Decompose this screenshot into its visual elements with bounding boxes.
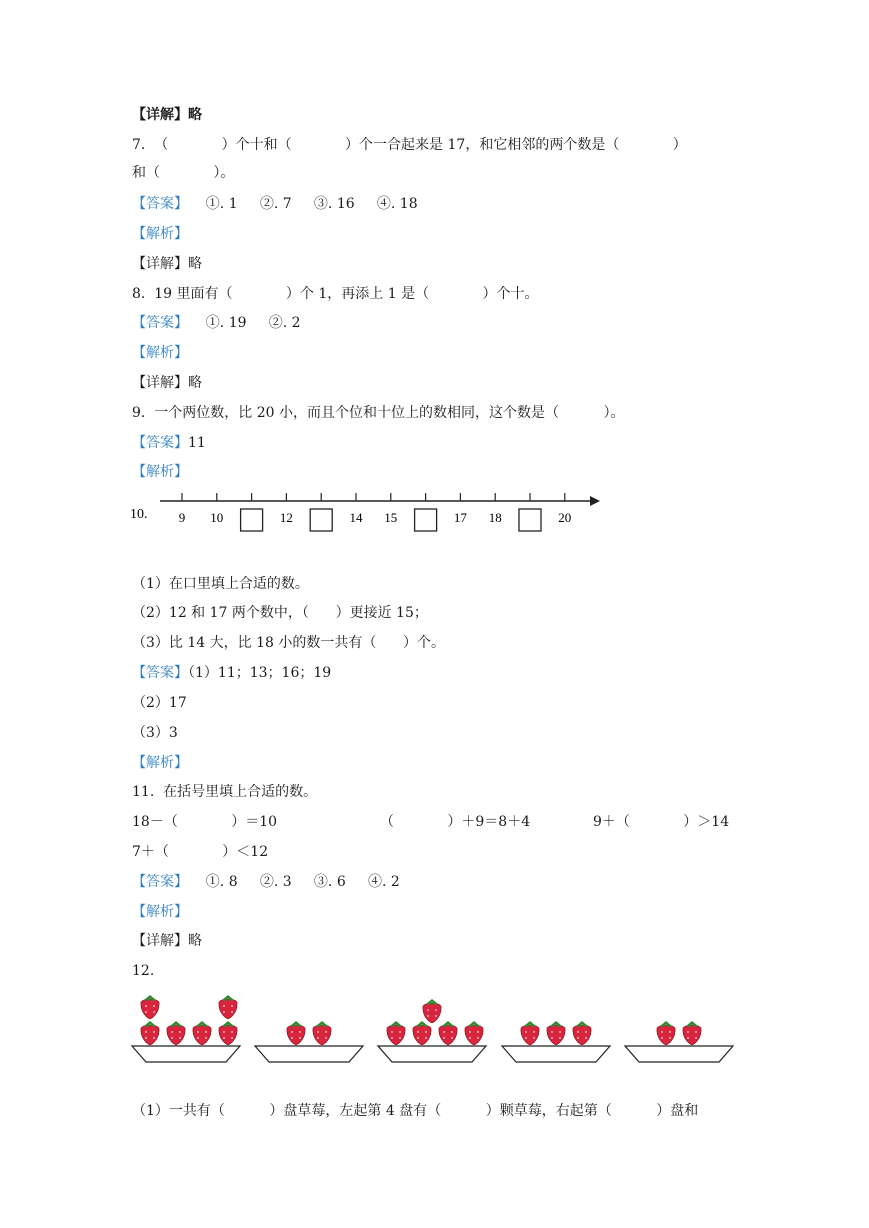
plate bbox=[625, 1046, 733, 1062]
question-9: 9. 一个两位数，比 20 小，而且个位和十位上的数相同，这个数是（ ）。 bbox=[132, 405, 625, 421]
detail-8: 【详解】略 bbox=[132, 375, 202, 391]
answer-10-3: （3）3 bbox=[132, 725, 178, 741]
strawberry-icon bbox=[683, 1021, 701, 1045]
question-7-line1: 7. （ ）个十和（ ）个一合起来是 17，和它相邻的两个数是（ ） bbox=[132, 137, 687, 153]
tick-label: 17 bbox=[453, 510, 467, 525]
strawberry-icon bbox=[219, 1021, 237, 1045]
strawberry-plates-figure bbox=[128, 990, 748, 1074]
question-12-label: 12. bbox=[132, 963, 155, 979]
arrow-head-icon bbox=[590, 496, 600, 506]
equation-4: 7＋（ ）＜12 bbox=[132, 844, 269, 860]
strawberry-icon bbox=[657, 1021, 675, 1045]
answer-tag: 【答案】 bbox=[132, 874, 188, 890]
tick-label: 12 bbox=[279, 510, 293, 525]
answer-tag: 【答案】 bbox=[132, 665, 188, 681]
analysis-7: 【解析】 bbox=[132, 226, 188, 242]
analysis-10: 【解析】 bbox=[132, 755, 188, 771]
answer-tag: 【答案】 bbox=[132, 435, 188, 451]
analysis-8: 【解析】 bbox=[132, 345, 188, 361]
answer-text: ①. 8 ②. 3 ③. 6 ④. 2 bbox=[188, 874, 400, 890]
strawberry-icon bbox=[423, 999, 441, 1023]
tick-label: 20 bbox=[558, 510, 572, 525]
blank-box[interactable] bbox=[310, 509, 332, 531]
analysis-9: 【解析】 bbox=[132, 464, 188, 480]
plate bbox=[132, 1046, 240, 1062]
answer-7 bbox=[132, 195, 418, 213]
question-11: 11. 在括号里填上合适的数。 bbox=[132, 784, 318, 800]
blank-box[interactable] bbox=[415, 509, 437, 531]
strawberry-icon bbox=[413, 1021, 431, 1045]
answer-9 bbox=[132, 434, 206, 452]
strawberry-icon bbox=[439, 1021, 457, 1045]
answer-11 bbox=[132, 873, 400, 891]
strawberry-icon bbox=[167, 1021, 185, 1045]
answer-10 bbox=[132, 664, 331, 682]
strawberry-icon bbox=[465, 1021, 483, 1045]
tick-label: 15 bbox=[384, 510, 398, 525]
strawberry-icon bbox=[141, 1021, 159, 1045]
tick-label: 18 bbox=[488, 510, 502, 525]
answer-text: （1）11；13；16；19 bbox=[188, 665, 332, 681]
answer-text: 11 bbox=[188, 435, 206, 451]
answer-8 bbox=[132, 314, 301, 332]
answer-tag: 【答案】 bbox=[132, 196, 188, 212]
strawberry-icon bbox=[313, 1021, 331, 1045]
equation-2: （ ）＋9＝8＋4 bbox=[380, 814, 531, 830]
strawberry-icon bbox=[547, 1021, 565, 1045]
plate bbox=[502, 1046, 610, 1062]
tick-label: 10 bbox=[210, 510, 224, 525]
strawberry-icon bbox=[287, 1021, 305, 1045]
blank-box[interactable] bbox=[519, 509, 541, 531]
strawberry-icon bbox=[521, 1021, 539, 1045]
question-10-sub3: （3）比 14 大，比 18 小的数一共有（ ）个。 bbox=[132, 635, 446, 651]
strawberry-icon bbox=[141, 995, 159, 1019]
answer-10-2: （2）17 bbox=[132, 695, 187, 711]
detail-11: 【详解】略 bbox=[132, 933, 202, 949]
blank-box[interactable] bbox=[241, 509, 263, 531]
number-line-svg bbox=[130, 490, 610, 538]
answer-text: ①. 19 ②. 2 bbox=[188, 315, 301, 331]
tick-label: 9 bbox=[178, 510, 186, 525]
strawberry-icon bbox=[193, 1021, 211, 1045]
question-10-label: 10. bbox=[130, 507, 148, 522]
tick-label: 14 bbox=[349, 510, 363, 525]
strawberry-icon bbox=[387, 1021, 405, 1045]
answer-tag: 【答案】 bbox=[132, 315, 188, 331]
question-10-sub1: （1）在口里填上合适的数。 bbox=[132, 576, 309, 592]
strawberry-icon bbox=[219, 995, 237, 1019]
equation-1: 18－（ ）＝10 bbox=[132, 814, 278, 830]
strawberry-icon bbox=[573, 1021, 591, 1045]
number-line-figure bbox=[130, 490, 610, 542]
detail-q6: 【详解】略 bbox=[132, 107, 202, 123]
question-12-sub1: （1）一共有（ ）盘草莓，左起第 4 盘有（ ）颗草莓，右起第（ ）盘和 bbox=[132, 1103, 699, 1119]
plates-svg bbox=[128, 990, 748, 1070]
detail-7: 【详解】略 bbox=[132, 256, 202, 272]
equation-3: 9＋（ ）＞14 bbox=[593, 814, 730, 830]
question-8: 8. 19 里面有（ ）个 1，再添上 1 是（ ）个十。 bbox=[132, 286, 539, 302]
question-10-sub2: （2）12 和 17 两个数中，（ ）更接近 15； bbox=[132, 605, 428, 621]
analysis-11: 【解析】 bbox=[132, 904, 188, 920]
answer-text: ①. 1 ②. 7 ③. 16 ④. 18 bbox=[188, 196, 418, 212]
plate bbox=[378, 1046, 486, 1062]
question-7-line2: 和（ ）。 bbox=[132, 165, 235, 181]
plate bbox=[255, 1046, 363, 1062]
